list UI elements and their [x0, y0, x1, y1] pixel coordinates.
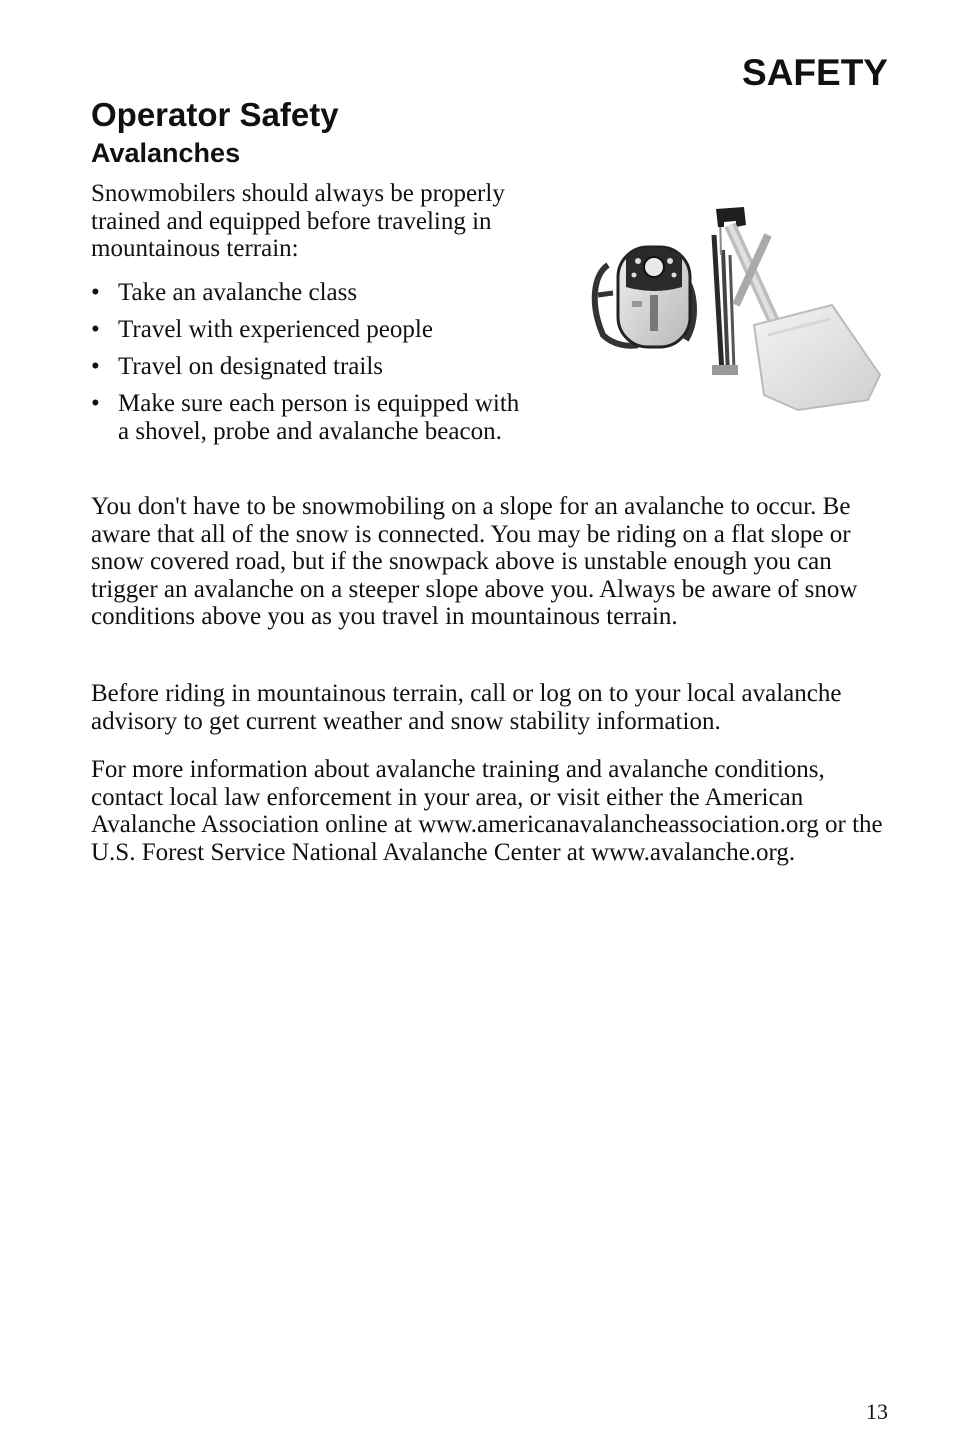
- list-item: • Travel with experienced people: [91, 316, 531, 344]
- list-item: • Travel on designated trails: [91, 353, 531, 381]
- paragraph-more-info: For more information about avalanche training and avalanche conditions, contact local law enforcement in your area, or visit either the American Avalanche Association online at www.americanavalancheassociation.org or the U.S. Forest Service National Avalanche Center at www.avalanche.org.: [91, 756, 883, 866]
- list-item: • Make sure each person is equipped with a shovel, probe and avalanche beacon.: [91, 390, 531, 445]
- list-item: • Take an avalanche class: [91, 279, 531, 307]
- snow-shovel-icon: [716, 207, 880, 410]
- section-subtitle: Avalanches: [91, 138, 241, 168]
- avalanche-gear-figure: [568, 195, 886, 413]
- page-title: Operator Safety: [91, 96, 339, 133]
- equipment-bullet-list: [91, 279, 531, 455]
- paragraph-slope-warning: You don't have to be snowmobiling on a slope for an avalanche to occur. Be aware that all of the snow is connected. You may be riding on a flat slope or snow covered road, but if the snowpack above is unstable enough you can trigger an avalanche on a steeper slope above you. Always be aware of snow conditions above you as you travel in mountainous terrain.: [91, 493, 858, 630]
- section-header: SAFETY: [742, 52, 888, 93]
- page-number: 13: [866, 1399, 888, 1424]
- intro-paragraph: Snowmobilers should always be properly trained and equipped before traveling in mountainous terrain:: [91, 180, 505, 262]
- paragraph-advisory: Before riding in mountainous terrain, call or log on to your local avalanche advisory to get current weather and snow stability information.: [91, 680, 842, 735]
- avalanche-beacon-icon: [595, 247, 694, 347]
